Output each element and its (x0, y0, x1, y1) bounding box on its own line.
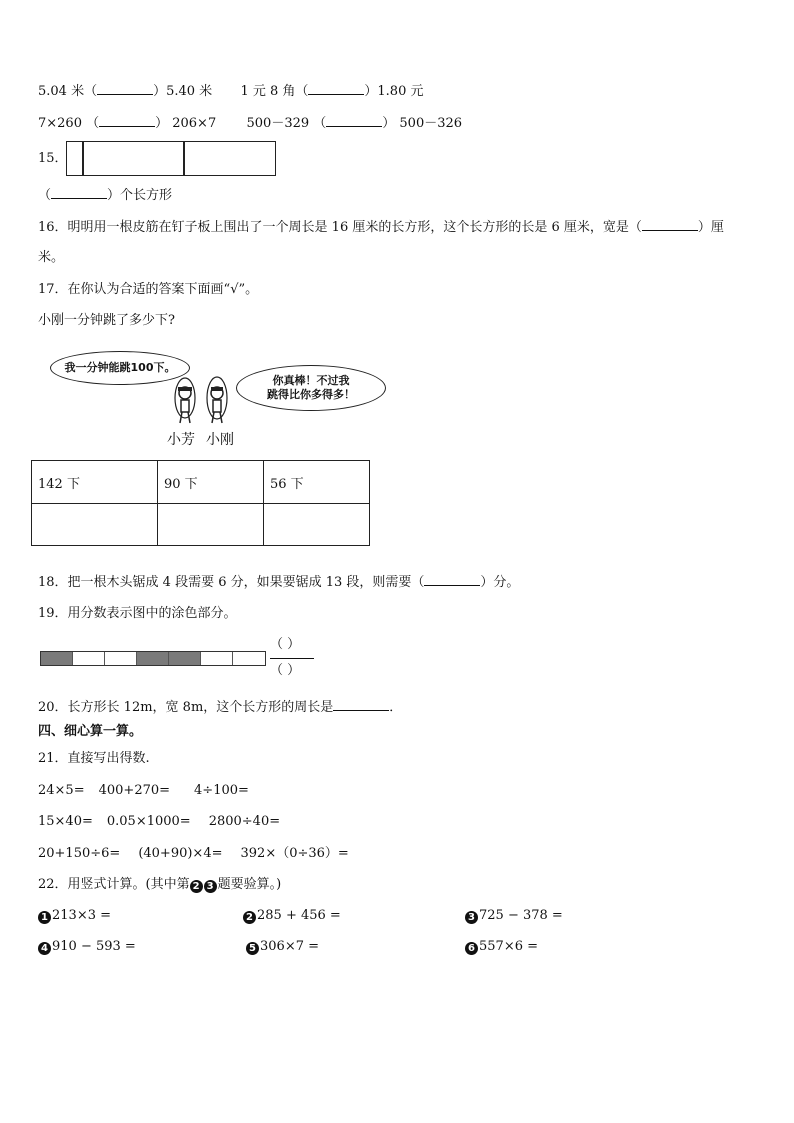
name-xiaofang: 小芳 (167, 432, 195, 448)
answer-blank[interactable] (333, 698, 389, 711)
answer-blank[interactable] (308, 82, 364, 95)
vertical-calc-2 (243, 907, 341, 925)
question-16-line2: 米。 (38, 250, 65, 265)
question-16-text: 16．明明用一根皮筋在钉子板上围出了一个周长是 16 厘米的长方形，这个长方形的长是 6 厘米，宽是（ (38, 220, 642, 235)
check-cell-56[interactable] (264, 504, 370, 546)
question-22-text: 22．用竖式计算。(其中第 (38, 877, 190, 892)
calc-expression: 557×6 = (479, 939, 539, 954)
divider-line (82, 142, 84, 175)
compare-row-2 (38, 114, 462, 133)
answer-blank[interactable] (97, 82, 153, 95)
question-18-text-end: ）分。 (480, 575, 520, 590)
calc-row-3 (38, 845, 349, 863)
question-22-title (38, 876, 281, 894)
circled-number: 2 (243, 911, 256, 924)
question-18-text: 18．把一根木头锯成 4 段需要 6 分，如果要锯成 13 段，则需要（ (38, 575, 425, 590)
unshaded-segment (233, 652, 265, 665)
question-17-title: 17．在你认为合适的答案下面画“√”。 (38, 282, 259, 297)
unshaded-segment (201, 652, 233, 665)
calc-item: 0.05×1000= (106, 814, 191, 829)
shaded-segment (137, 652, 169, 665)
option-142: 142 下 (32, 461, 158, 504)
compare-2a-end: ） 206×7 (155, 116, 217, 131)
question-17-subquestion: 小刚一分钟跳了多少下? (38, 313, 175, 328)
rectangle-figure (66, 141, 276, 176)
circled-number: 3 (204, 880, 217, 893)
check-cell-142[interactable] (32, 504, 158, 546)
circled-number: 6 (465, 942, 478, 955)
divider-line (183, 142, 185, 175)
paren-open: （ (38, 188, 52, 203)
calc-row-1 (38, 782, 249, 800)
question-15-number: 15． (38, 151, 68, 166)
answer-blank[interactable] (51, 186, 107, 199)
compare-2b: 500－329 （ (246, 116, 327, 131)
name-xiaogang: 小刚 (206, 432, 234, 448)
circled-number: 4 (38, 942, 51, 955)
question-22-text-end: 题要验算。) (217, 877, 282, 892)
calc-item: (40+90)×4= (138, 846, 223, 861)
denominator-blank[interactable]: （ ） (270, 663, 301, 678)
question-21-title: 21．直接写出得数. (38, 751, 150, 766)
question-20-end: ． (389, 700, 403, 715)
calc-item: 15×40= (38, 814, 93, 829)
circled-number: 2 (190, 880, 203, 893)
answer-options-table (31, 460, 370, 546)
options-row (32, 461, 370, 504)
calc-item: 20+150÷6= (38, 846, 121, 861)
calc-row-2 (38, 813, 280, 831)
children-jumping-rope-icon (160, 373, 250, 433)
calc-item: 4÷100= (194, 783, 249, 798)
shaded-segment (41, 652, 73, 665)
check-row (32, 504, 370, 546)
calc-expression: 285 + 456 = (257, 908, 341, 923)
question-16 (38, 218, 724, 237)
check-cell-90[interactable] (158, 504, 264, 546)
calc-item: 2800÷40= (208, 814, 281, 829)
vertical-calc-4 (38, 938, 136, 956)
shaded-segment (169, 652, 201, 665)
circled-number: 3 (465, 911, 478, 924)
calc-expression: 910 − 593 = (52, 939, 136, 954)
bubble-left-text: 我一分钟能跳100下。 (64, 361, 176, 374)
speech-bubble-right (236, 365, 386, 411)
question-18 (38, 573, 519, 592)
fraction-line (270, 658, 314, 659)
calc-item: 392×（0÷36）= (240, 846, 349, 861)
question-16-text-end: ）厘 (697, 220, 724, 235)
option-90: 90 下 (158, 461, 264, 504)
question-15-answer (38, 186, 172, 205)
bubble-right-text-2: 跳得比你多得多！ (267, 388, 355, 401)
option-56: 56 下 (264, 461, 370, 504)
compare-1a: 5.04 米（ (38, 84, 98, 99)
vertical-calc-3 (465, 907, 563, 925)
fraction-bar (40, 651, 266, 666)
compare-row-1 (38, 82, 423, 101)
circled-number: 1 (38, 911, 51, 924)
unshaded-segment (73, 652, 105, 665)
answer-blank[interactable] (642, 218, 698, 231)
bubble-right-text-1: 你真棒！不过我 (272, 374, 350, 387)
question-19-title: 19．用分数表示图中的涂色部分。 (38, 606, 237, 621)
vertical-calc-5 (246, 938, 319, 956)
fraction-answer (270, 636, 314, 682)
numerator-blank[interactable]: （ ） (270, 637, 301, 652)
calc-item: 24×5= (38, 783, 85, 798)
vertical-calc-1 (38, 907, 111, 925)
calc-expression: 725 − 378 = (479, 908, 563, 923)
answer-blank[interactable] (326, 114, 382, 127)
answer-blank[interactable] (99, 114, 155, 127)
section-4-title: 四、细心算一算。 (38, 724, 143, 739)
circled-number: 5 (246, 942, 259, 955)
compare-1b: 1 元 8 角（ (240, 84, 309, 99)
answer-blank[interactable] (424, 573, 480, 586)
unshaded-segment (105, 652, 137, 665)
answer-suffix: ）个长方形 (107, 188, 173, 203)
compare-1b-end: ）1.80 元 (364, 84, 424, 99)
compare-2a: 7×260 （ (38, 116, 100, 131)
compare-1a-end: ）5.40 米 (153, 84, 213, 99)
question-20 (38, 698, 402, 717)
illustration (40, 345, 385, 453)
calc-expression: 306×7 = (260, 939, 320, 954)
vertical-calc-6 (465, 938, 538, 956)
question-20-text: 20．长方形长 12m，宽 8m，这个长方形的周长是 (38, 700, 334, 715)
calc-item: 400+270= (98, 783, 171, 798)
calc-expression: 213×3 = (52, 908, 112, 923)
compare-2b-end: ） 500－326 (382, 116, 463, 131)
